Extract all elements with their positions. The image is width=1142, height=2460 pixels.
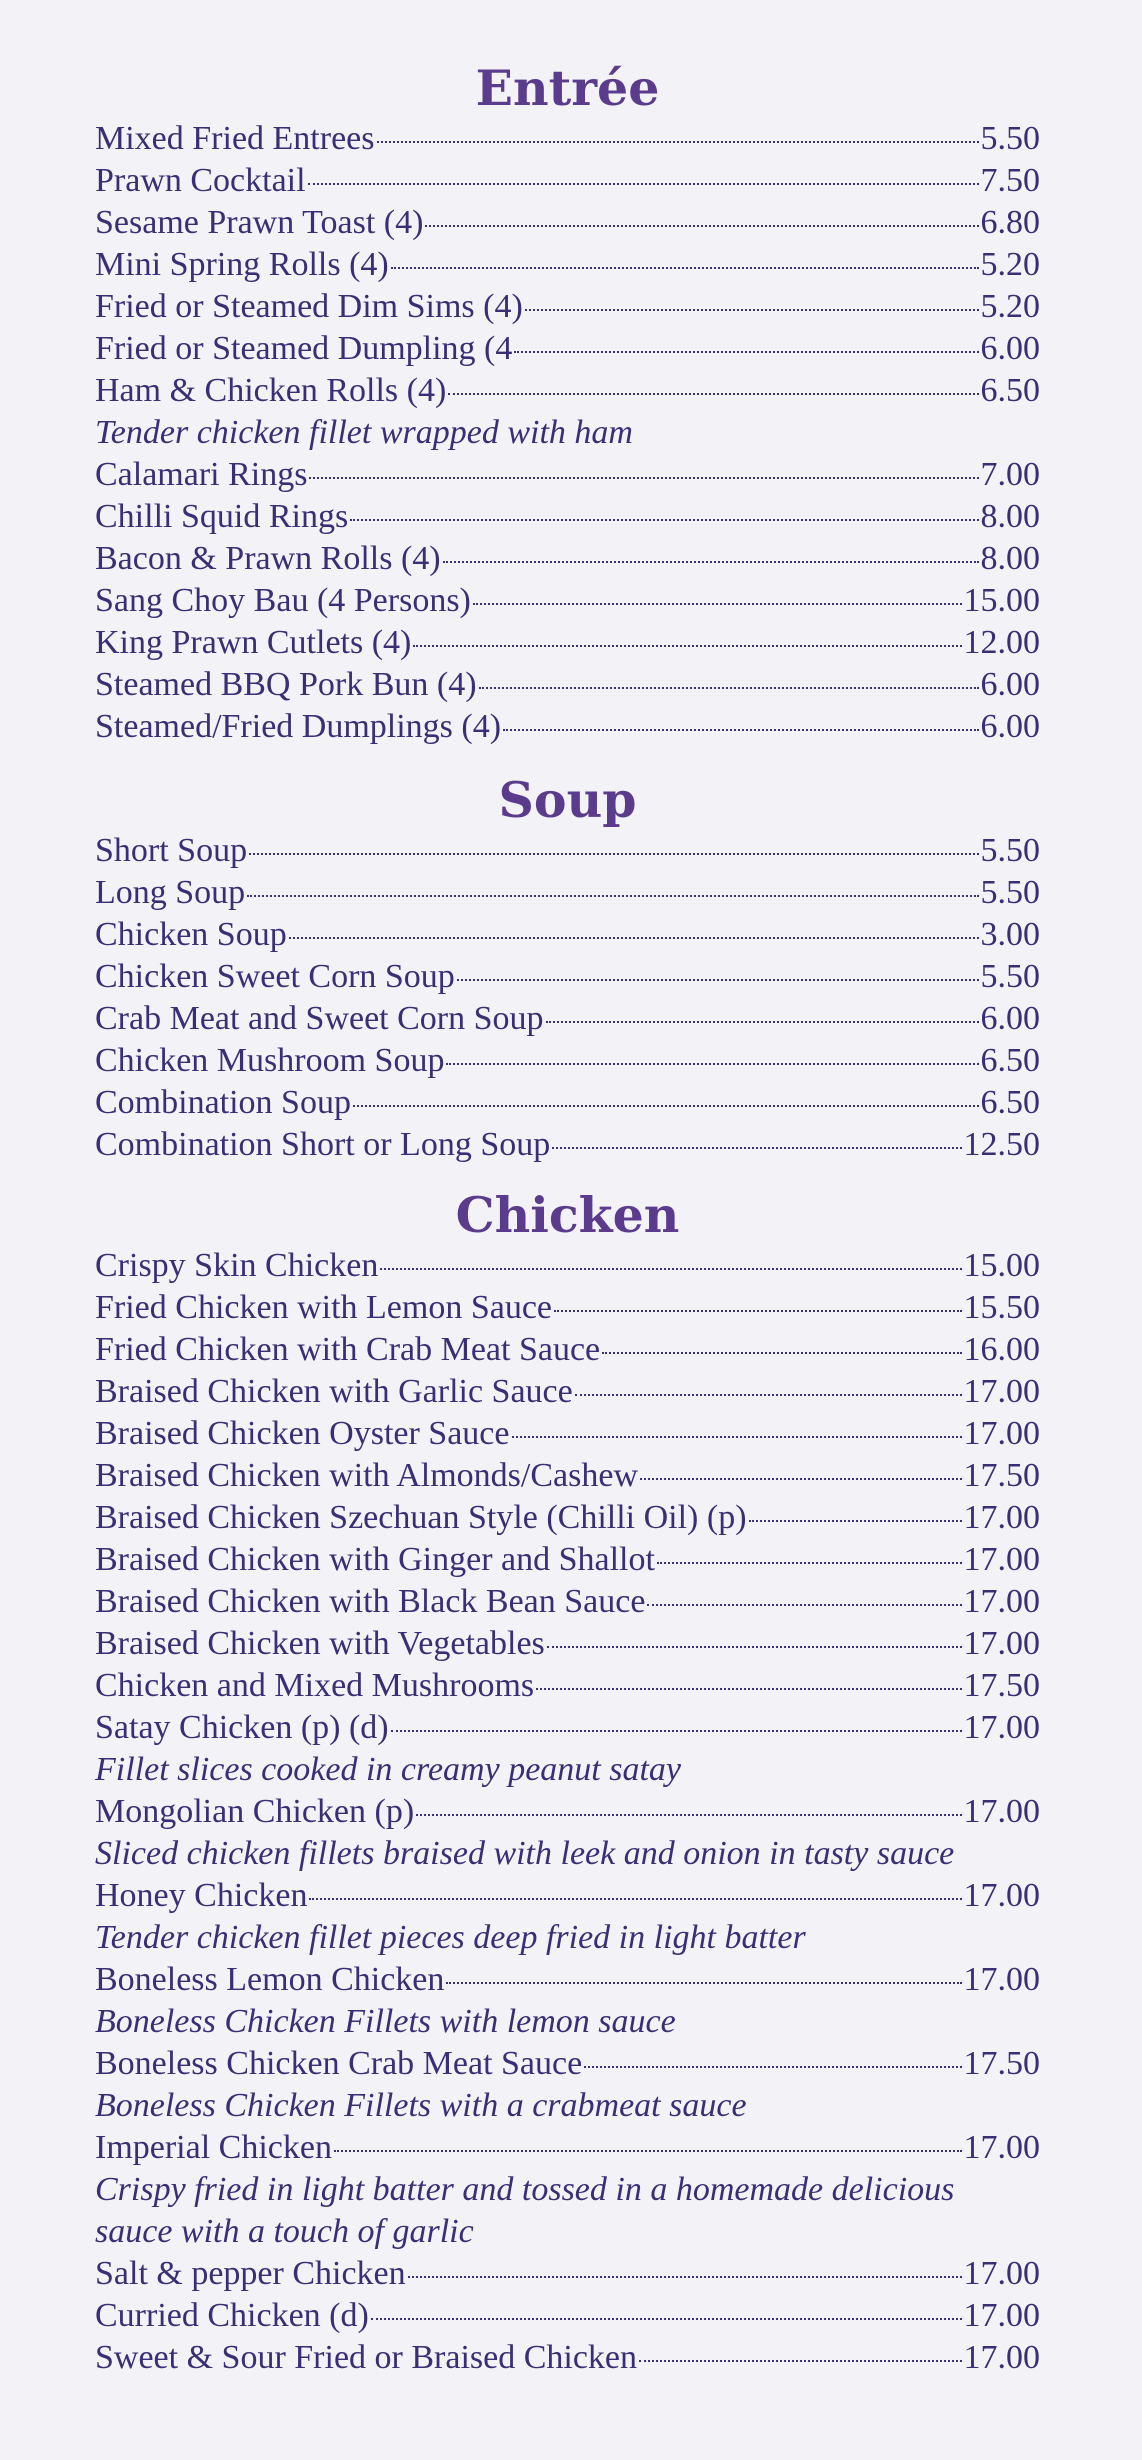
- menu-item: [95, 202, 1040, 244]
- menu-item-price: 6.80: [980, 204, 1040, 241]
- menu-item: [95, 118, 1040, 160]
- menu-item-name: Fried or Steamed Dumpling (4: [95, 330, 513, 367]
- menu-item-name: Mixed Fried Entrees: [95, 120, 375, 157]
- item-description: sauce with a touch of garlic: [95, 2213, 474, 2250]
- menu-item: [95, 706, 1040, 748]
- dot-leader: [640, 1478, 961, 1480]
- dot-leader: [602, 1352, 961, 1354]
- menu-item: [95, 1329, 1040, 1371]
- menu-item-name: Mongolian Chicken (p): [95, 1793, 415, 1830]
- menu-item: [95, 1245, 1040, 1287]
- dot-leader: [479, 687, 979, 689]
- dot-leader: [391, 1730, 962, 1732]
- dot-leader: [552, 1147, 961, 1149]
- menu-item-name: Boneless Lemon Chicken: [95, 1961, 445, 1998]
- dot-leader: [536, 1688, 961, 1690]
- menu-item-name: Chilli Squid Rings: [95, 498, 349, 535]
- item-description: Tender chicken fillet pieces deep fried in light batter: [95, 1919, 806, 1956]
- menu-item-name: Braised Chicken Oyster Sauce: [95, 1415, 510, 1452]
- menu-item-price: 17.00: [963, 1583, 1040, 1620]
- menu-item-name: Curried Chicken (d): [95, 2297, 369, 2334]
- menu-item-price: 5.20: [980, 288, 1040, 325]
- menu-item: [95, 664, 1040, 706]
- menu-item-name: Steamed/Fried Dumplings (4): [95, 708, 502, 745]
- menu-item-price: 15.00: [963, 1247, 1040, 1284]
- dot-leader: [446, 1982, 961, 1984]
- menu-item-price: 17.00: [963, 2297, 1040, 2334]
- dot-leader: [334, 2150, 962, 2152]
- menu-item-price: 17.00: [963, 1499, 1040, 1536]
- menu-item-price: 17.50: [963, 1457, 1040, 1494]
- dot-leader: [546, 1021, 979, 1023]
- menu-item-price: 5.50: [980, 874, 1040, 911]
- menu-item: [95, 160, 1040, 202]
- menu-item-price: 8.00: [980, 498, 1040, 535]
- menu-item: [95, 1875, 1040, 1917]
- menu-item-price: 17.00: [963, 2339, 1040, 2376]
- dot-leader: [584, 2066, 961, 2068]
- menu-item-name: Braised Chicken with Garlic Sauce: [95, 1373, 573, 1410]
- menu-item-price: 17.00: [963, 2255, 1040, 2292]
- menu-item-name: Honey Chicken: [95, 1877, 308, 1914]
- menu-item: [95, 1287, 1040, 1329]
- menu-item-price: 17.00: [963, 1961, 1040, 1998]
- menu-item: [95, 538, 1040, 580]
- menu-item-price: 17.00: [963, 1373, 1040, 1410]
- dot-leader: [377, 141, 979, 143]
- menu-item-name: Braised Chicken with Ginger and Shallot: [95, 1541, 655, 1578]
- menu-item: [95, 1791, 1040, 1833]
- menu-item-name: Steamed BBQ Pork Bun (4): [95, 666, 477, 703]
- menu-item: [95, 1539, 1040, 1581]
- menu-item-price: 17.00: [963, 1541, 1040, 1578]
- menu-item-price: 17.00: [963, 2129, 1040, 2166]
- menu-item-name: Imperial Chicken: [95, 2129, 332, 2166]
- menu-item: [95, 1623, 1040, 1665]
- dot-leader: [749, 1520, 962, 1522]
- menu-item-name: Sang Choy Bau (4 Persons): [95, 582, 471, 619]
- dot-leader: [425, 225, 978, 227]
- section-title: Entrée: [475, 59, 660, 117]
- item-description: Crispy fried in light batter and tossed in a homemade delicious: [95, 2171, 955, 2208]
- menu-item: [95, 830, 1040, 872]
- item-description: Fillet slices cooked in creamy peanut satay: [95, 1751, 682, 1788]
- dot-leader: [473, 603, 962, 605]
- menu-item-name: Calamari Rings: [95, 456, 308, 493]
- menu-item-price: 16.00: [963, 1331, 1040, 1368]
- item-description: Boneless Chicken Fillets with lemon sauce: [95, 2003, 676, 2040]
- menu-item: [95, 1082, 1040, 1124]
- menu-item: [95, 956, 1040, 998]
- dot-leader: [309, 1898, 961, 1900]
- menu-item-name: Ham & Chicken Rolls (4): [95, 372, 447, 409]
- menu-item-price: 15.50: [963, 1289, 1040, 1326]
- menu-item-name: Braised Chicken Szechuan Style (Chilli Oil) (p): [95, 1499, 747, 1536]
- menu-item: [95, 496, 1040, 538]
- dot-leader: [547, 1646, 962, 1648]
- menu-item-price: 7.50: [980, 162, 1040, 199]
- menu-item-price: 5.50: [980, 120, 1040, 157]
- dot-leader: [371, 2318, 962, 2320]
- menu-item: [95, 914, 1040, 956]
- menu-item: [95, 998, 1040, 1040]
- menu-item-price: 6.50: [980, 1084, 1040, 1121]
- menu-item: [95, 1040, 1040, 1082]
- dot-leader: [446, 1063, 978, 1065]
- dot-leader: [443, 561, 979, 563]
- menu-item: [95, 2337, 1040, 2379]
- menu-item-price: 12.00: [963, 624, 1040, 661]
- menu-item-name: Sweet & Sour Fried or Braised Chicken: [95, 2339, 638, 2376]
- menu-item-name: Braised Chicken with Black Bean Sauce: [95, 1583, 646, 1620]
- menu-item-name: Fried Chicken with Lemon Sauce: [95, 1289, 553, 1326]
- dot-leader: [448, 393, 978, 395]
- menu-item: [95, 244, 1040, 286]
- menu-item-name: Fried Chicken with Crab Meat Sauce: [95, 1331, 601, 1368]
- menu-item-price: 17.50: [963, 2045, 1040, 2082]
- dot-leader: [575, 1394, 962, 1396]
- menu-item-name: Chicken Soup: [95, 916, 287, 953]
- dot-leader: [391, 267, 979, 269]
- menu-item: [95, 2295, 1040, 2337]
- menu-item-name: Satay Chicken (p) (d): [95, 1709, 389, 1746]
- menu-item: [95, 1959, 1040, 2001]
- dot-leader: [512, 1436, 962, 1438]
- dot-leader: [309, 477, 978, 479]
- dot-leader: [639, 2360, 961, 2362]
- menu-item-price: 7.00: [980, 456, 1040, 493]
- section-entree: [95, 58, 1040, 748]
- dot-leader: [308, 183, 979, 185]
- dot-leader: [353, 1105, 979, 1107]
- menu-item-name: Combination Short or Long Soup: [95, 1126, 551, 1163]
- menu-item: [95, 872, 1040, 914]
- menu-item: [95, 1371, 1040, 1413]
- menu-item: [95, 328, 1040, 370]
- dot-leader: [647, 1604, 961, 1606]
- menu-item-name: Bacon & Prawn Rolls (4): [95, 540, 441, 577]
- menu-item-price: 5.20: [980, 246, 1040, 283]
- menu-item-price: 6.50: [980, 372, 1040, 409]
- dot-leader: [289, 937, 979, 939]
- menu-item-price: 12.50: [963, 1126, 1040, 1163]
- menu-item-name: Braised Chicken with Vegetables: [95, 1625, 545, 1662]
- menu-item: [95, 286, 1040, 328]
- menu-item-price: 6.00: [980, 1000, 1040, 1037]
- dot-leader: [525, 309, 979, 311]
- menu-item-name: Fried or Steamed Dim Sims (4): [95, 288, 523, 325]
- menu-item-name: Combination Soup: [95, 1084, 351, 1121]
- menu-item-name: Crab Meat and Sweet Corn Soup: [95, 1000, 544, 1037]
- menu-item-name: Long Soup: [95, 874, 246, 911]
- menu-item: [95, 454, 1040, 496]
- menu-item-name: Sesame Prawn Toast (4): [95, 204, 424, 241]
- menu-item-price: 17.50: [963, 1667, 1040, 1704]
- menu-item: [95, 1581, 1040, 1623]
- dot-leader: [380, 1268, 961, 1270]
- menu-item-price: 17.00: [963, 1625, 1040, 1662]
- menu-item: [95, 2043, 1040, 2085]
- section-title: Chicken: [455, 1186, 680, 1244]
- menu-item: [95, 1707, 1040, 1749]
- menu-item-name: King Prawn Cutlets (4): [95, 624, 412, 661]
- item-description: Boneless Chicken Fillets with a crabmeat sauce: [95, 2087, 747, 2124]
- menu-item-price: 6.00: [980, 666, 1040, 703]
- menu-item-name: Salt & pepper Chicken: [95, 2255, 406, 2292]
- menu-item-price: 17.00: [963, 1877, 1040, 1914]
- item-description: Tender chicken fillet wrapped with ham: [95, 414, 633, 451]
- menu-item-name: Short Soup: [95, 832, 248, 869]
- section-title: Soup: [498, 771, 637, 829]
- dot-leader: [249, 853, 978, 855]
- menu-item-price: 17.00: [963, 1415, 1040, 1452]
- section-soup: [95, 770, 1040, 1166]
- menu-item: [95, 1413, 1040, 1455]
- menu-item-name: Boneless Chicken Crab Meat Sauce: [95, 2045, 583, 2082]
- menu-item-price: 15.00: [963, 582, 1040, 619]
- dot-leader: [554, 1310, 961, 1312]
- dot-leader: [657, 1562, 962, 1564]
- menu-item-name: Crispy Skin Chicken: [95, 1247, 379, 1284]
- menu-item-name: Chicken Mushroom Soup: [95, 1042, 445, 1079]
- menu-item: [95, 1455, 1040, 1497]
- menu-item-price: 6.00: [980, 330, 1040, 367]
- section-chicken: [95, 1185, 1040, 2379]
- menu-item-price: 3.00: [980, 916, 1040, 953]
- menu-item-name: Chicken Sweet Corn Soup: [95, 958, 455, 995]
- dot-leader: [416, 1814, 961, 1816]
- dot-leader: [514, 351, 978, 353]
- menu-item-name: Chicken and Mixed Mushrooms: [95, 1667, 535, 1704]
- menu-item-price: 6.50: [980, 1042, 1040, 1079]
- menu-item: [95, 1497, 1040, 1539]
- dot-leader: [413, 645, 961, 647]
- menu-item: [95, 1124, 1040, 1166]
- menu-item-price: 6.00: [980, 708, 1040, 745]
- dot-leader: [503, 729, 978, 731]
- dot-leader: [350, 519, 978, 521]
- menu-item: [95, 580, 1040, 622]
- dot-leader: [457, 979, 979, 981]
- menu-item-name: Prawn Cocktail: [95, 162, 306, 199]
- dot-leader: [408, 2276, 962, 2278]
- menu-item: [95, 370, 1040, 412]
- menu-item-price: 8.00: [980, 540, 1040, 577]
- menu-item-price: 5.50: [980, 832, 1040, 869]
- menu-item: [95, 622, 1040, 664]
- dot-leader: [247, 895, 978, 897]
- item-description: Sliced chicken fillets braised with leek and onion in tasty sauce: [95, 1835, 955, 1872]
- menu-item-name: Mini Spring Rolls (4): [95, 246, 389, 283]
- menu-item-price: 17.00: [963, 1709, 1040, 1746]
- menu-item-price: 5.50: [980, 958, 1040, 995]
- menu-item: [95, 2253, 1040, 2295]
- menu-item: [95, 2127, 1040, 2169]
- menu-item-name: Braised Chicken with Almonds/Cashew: [95, 1457, 639, 1494]
- menu-item: [95, 1665, 1040, 1707]
- menu-item-price: 17.00: [963, 1793, 1040, 1830]
